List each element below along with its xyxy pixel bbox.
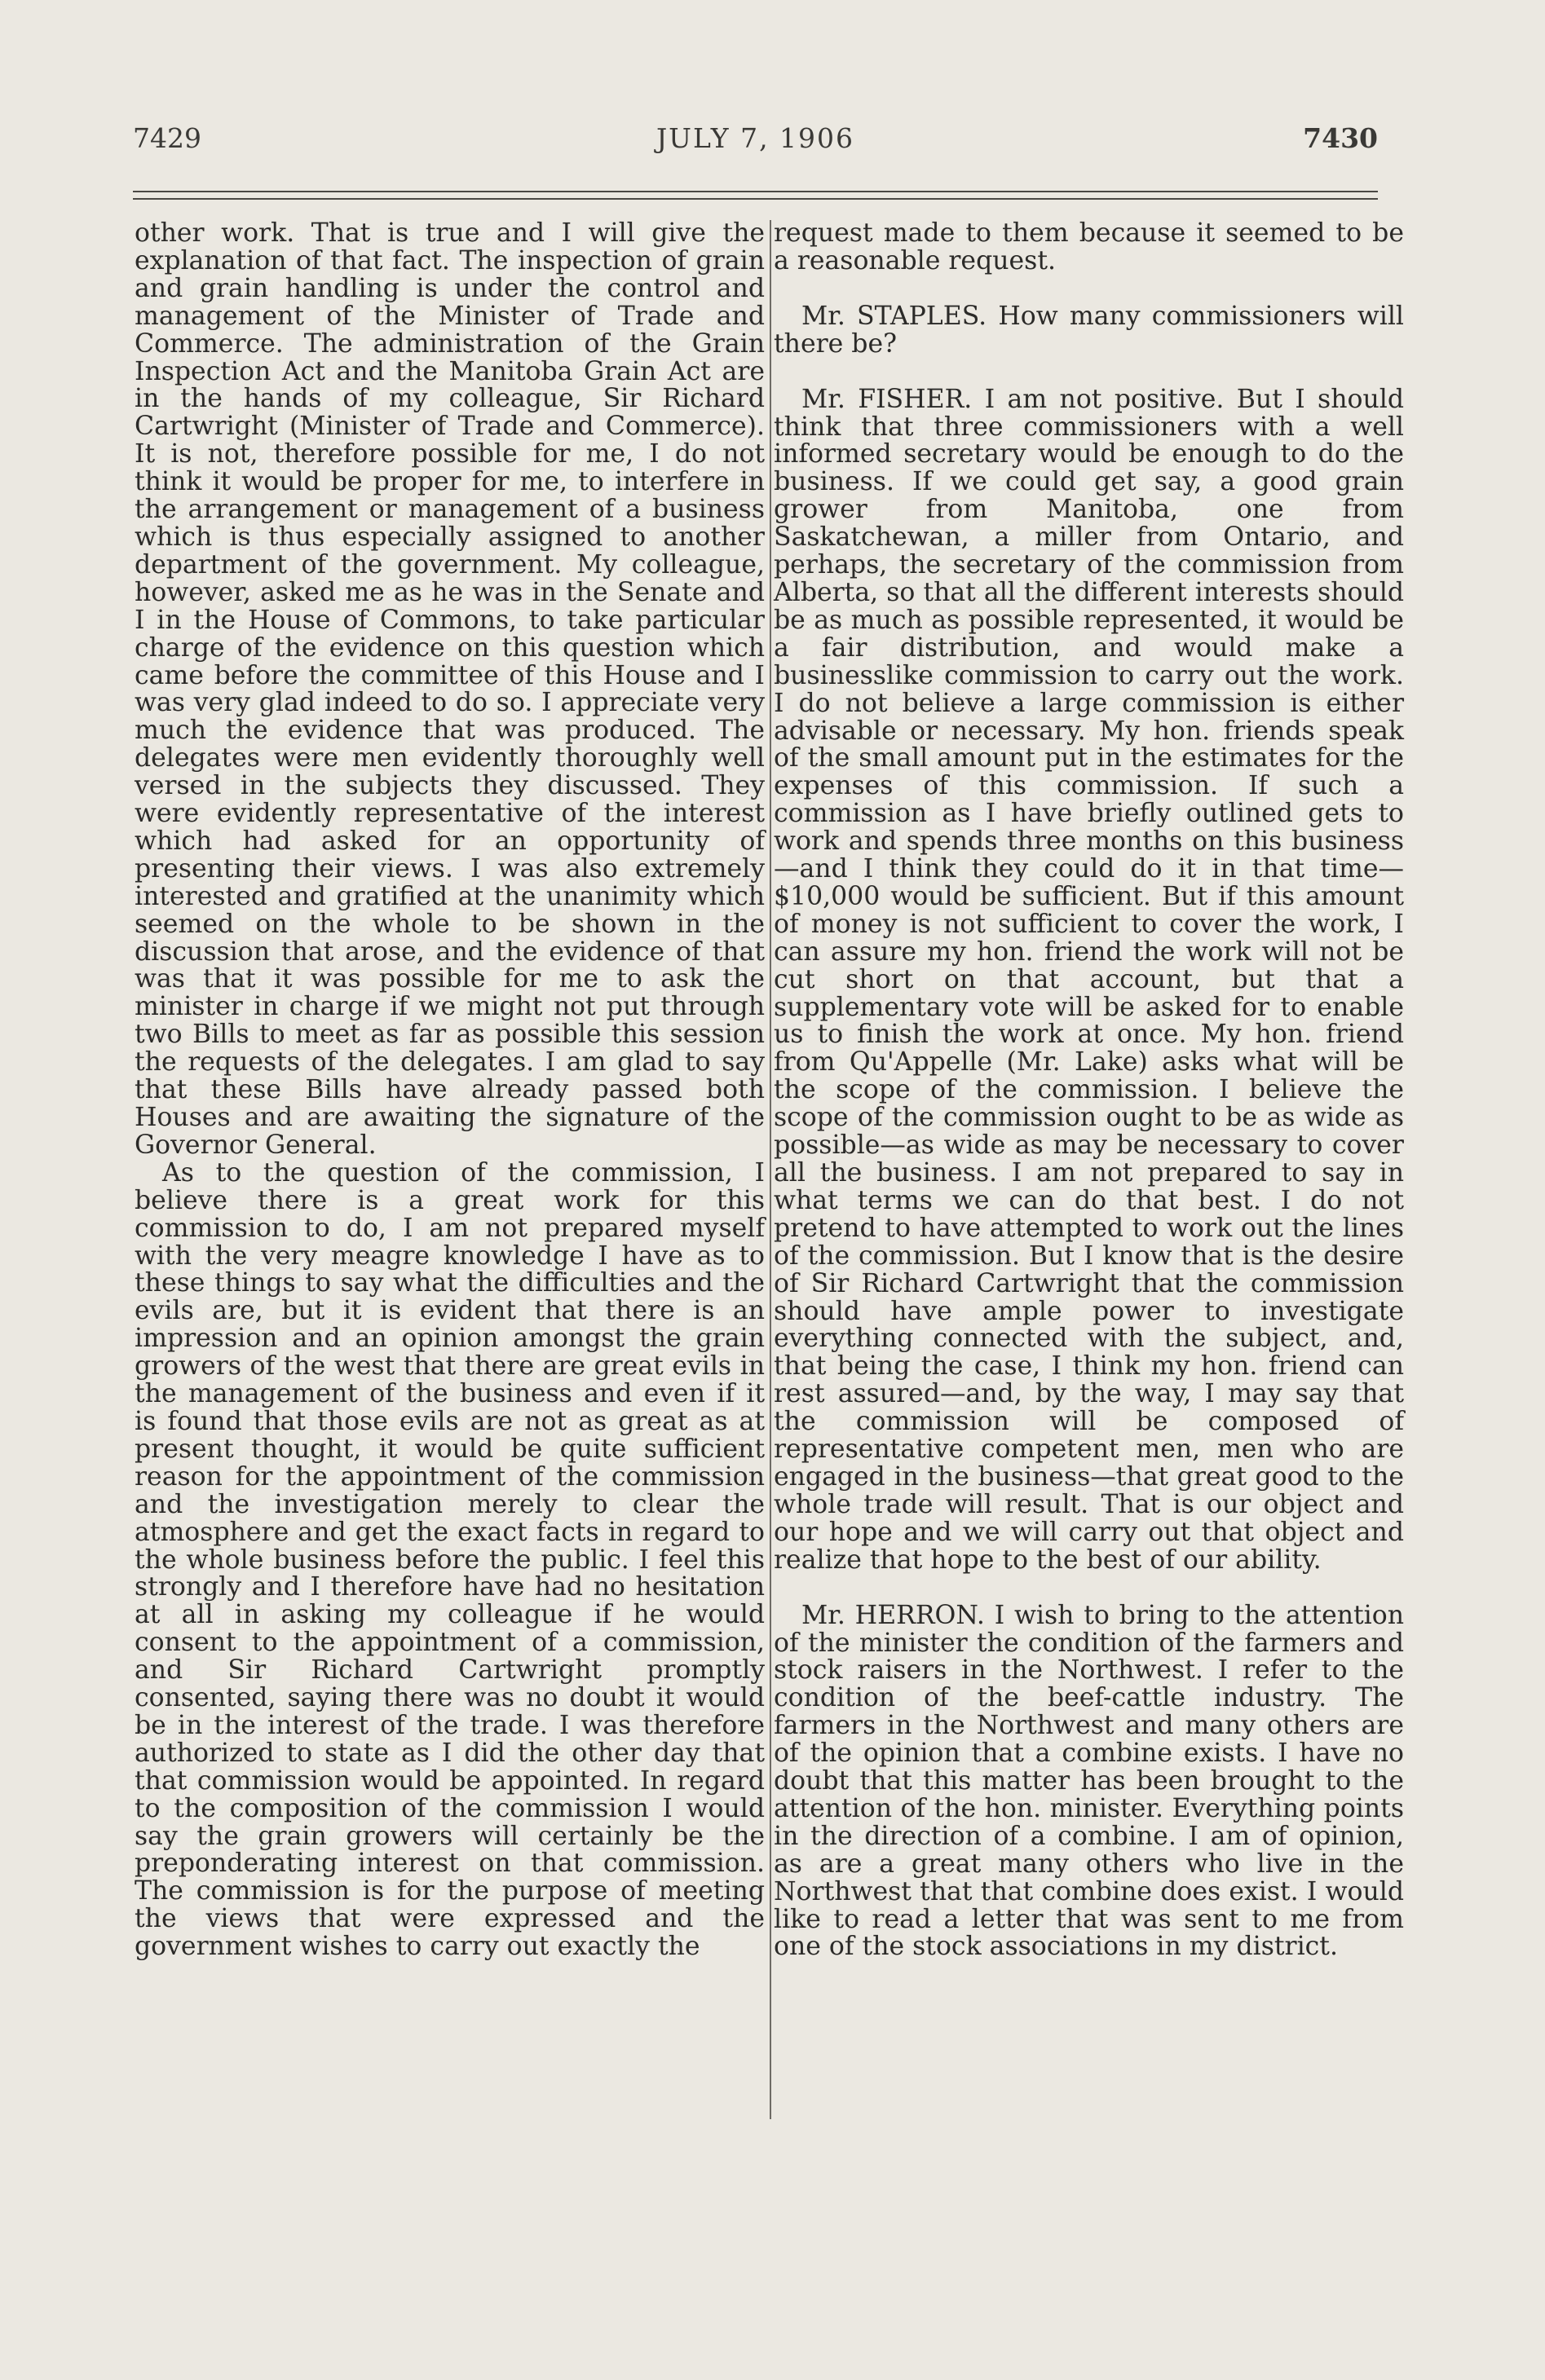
header-rule-bottom <box>133 198 1378 200</box>
left-column <box>135 220 765 1961</box>
column-divider <box>770 220 771 2119</box>
paragraph: As to the question of the commission, I believe there is a great work for this commission to do, I am not prepared myself with the very meagre knowledge I have as to these things to say what the difficulties and the evils are, but it is evident that there is an impression and an opinion amongst the grain growers of the west that there are great evils in the management of the business and even if it is found that those evils are not as great as at present thought, it would be quite sufficient reason for the appointment of the commission and the investigation merely to clear the atmosphere and get the exact facts in regard to the whole business before the public. I feel this strongly and I therefore have had no hesitation at all in asking my colleague if he would consent to the appointment of a commission, and Sir Richard Cartwright promptly consented, saying there was no doubt it would be in the interest of the trade. I was therefore authorized to state as I did the other day that that commission would be appointed. In regard to the composition of the commission I would say the grain growers will certainly be the preponderating interest on that commission. The commission is for the purpose of meeting the views that were expressed and the government wishes to carry out exactly the <box>135 1157 765 1962</box>
page-header <box>133 122 1378 171</box>
right-column <box>774 220 1404 1961</box>
header-rule-top <box>133 191 1378 192</box>
paragraph: Mr. HERRON. I wish to bring to the attention of the minister the condition of the farmers and stock raisers in the Northwest. I refer to the condition of the beef-cattle industry. The farmers in the Northwest and many others are of the opinion that a combine exists. I have no doubt that this matter has been brought to the attention of the hon. minister. Everything points in the direction of a combine. I am of opinion, as are a great many others who live in the Northwest that that combine does exist. I would like to read a letter that was sent to me from one of the stock associations in my district. <box>774 1600 1404 1962</box>
paragraph: request made to them because it seemed to be a reasonable request. <box>774 218 1404 275</box>
paragraph: other work. That is true and I will give the explanation of that fact. The inspection of grain and grain handling is under the control and management of the Minister of Trade and Commerce. The administration of the Grain Inspection Act and the Manitoba Grain Act are in the hands of my colleague, Sir Richard Cartwright (Minister of Trade and Commerce). It is not, therefore possible for me, I do not think it would be proper for me, to interfere in the arrangement or management of a business which is thus especially assigned to another department of the government. My colleague, however, asked me as he was in the Senate and I in the House of Commons, to take particular charge of the evidence on this question which came before the committee of this House and I was very glad indeed to do so. I appreciate very much the evidence that was produced. The delegates were men evidently thoroughly well versed in the subjects they discussed. They were evidently representative of the interest which had asked for an opportunity of presenting their views. I was also extremely interested and gratified at the unanimity which seemed on the whole to be shown in the discussion that arose, and the evidence of that was that it was possible for me to ask the minister in charge if we might not put through two Bills to meet as far as possible this session the requests of the delegates. I am glad to say that these Bills have already passed both Houses and are awaiting the signature of the Governor General. <box>135 218 765 1160</box>
paragraph: Mr. STAPLES. How many commissioners will there be? <box>774 301 1404 359</box>
header-date: JULY 7, 1906 <box>656 122 855 154</box>
paragraph: Mr. FISHER. I am not positive. But I should think that three commissioners with a well informed secretary would be enough to do the business. If we could get say, a good grain grower from Manitoba, one from Saskatchewan, a miller from Ontario, and perhaps, the secretary of the commission from Alberta, so that all the different interests should be as much as possible represented, it would be a fair distribution, and would make a businesslike commission to carry out the work. I do not believe a large commission is either advisable or necessary. My hon. friends speak of the small amount put in the estimates for the expenses of this commission. If such a commission as I have briefly outlined gets to work and spends three months on this business—and I think they could do it in that time—$10,000 would be sufficient. But if this amount of money is not sufficient to cover the work, I can assure my hon. friend the work will not be cut short on that account, but that a supplementary vote will be asked for to enable us to finish the work at once. My hon. friend from Qu'Appelle (Mr. Lake) asks what will be the scope of the commission. I believe the scope of the commission ought to be as wide as possible—as wide as may be necessary to cover all the business. I am not prepared to say in what terms we can do that best. I do not pretend to have attempted to work out the lines of the commission. But I know that is the desire of Sir Richard Cartwright that the commission should have ample power to investigate everything connected with the subject, and, that being the case, I think my hon. friend can rest assured—and, by the way, I may say that the commission will be composed of representative competent men, men who are engaged in the business—that great good to the whole trade will result. That is our object and our hope and we will carry out that object and realize that hope to the best of our ability. <box>774 384 1404 1575</box>
right-page-number: 7430 <box>1303 122 1378 154</box>
left-page-number: 7429 <box>133 122 201 154</box>
